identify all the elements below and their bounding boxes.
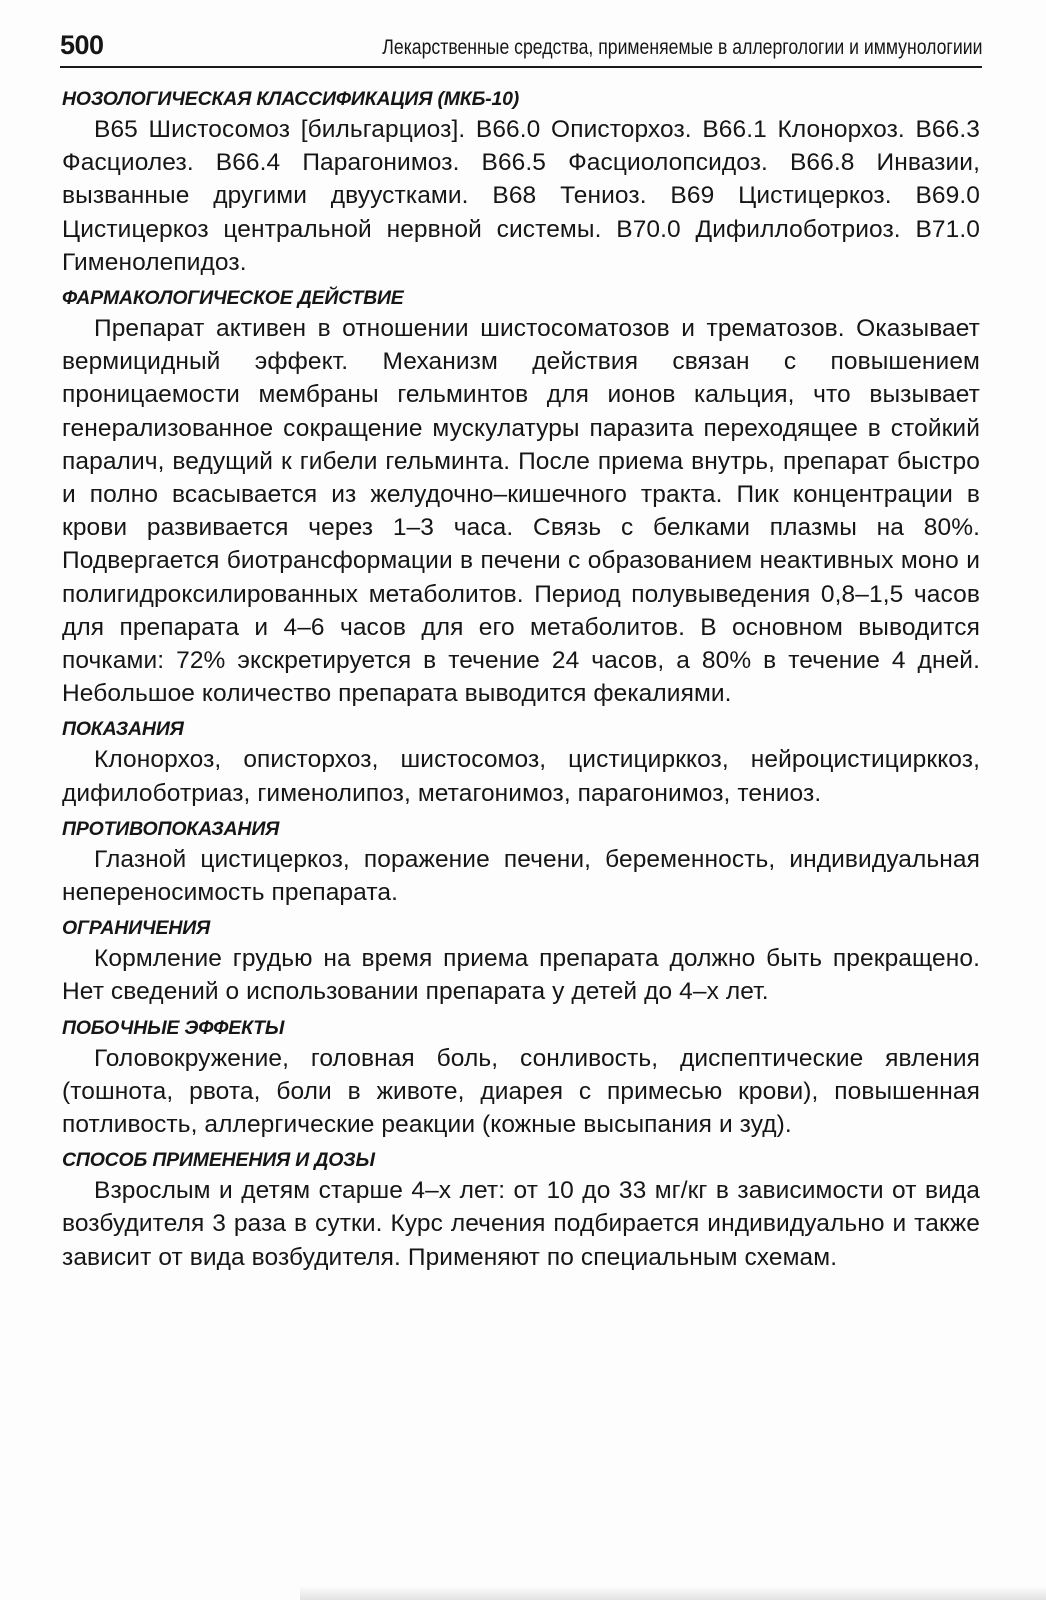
section-side-effects bbox=[62, 1015, 980, 1142]
scan-edge-shadow bbox=[300, 1586, 1046, 1600]
section-heading: СПОСОБ ПРИМЕНЕНИЯ И ДОЗЫ bbox=[62, 1149, 375, 1172]
section-heading: ПРОТИВОПОКАЗАНИЯ bbox=[62, 817, 280, 840]
section-heading: ОГРАНИЧЕНИЯ bbox=[62, 917, 211, 940]
section-text: В65 Шистосомоз [бильгарциоз]. В66.0 Описторхоз. В66.1 Клонорхоз. В66.3 Фасциолез. В66.4 Парагонимоз. В66.5 Фасциолопсидоз. В66.8 Инвазии, вызванные другими двуустками. В68 Тениоз. В69 Цистицеркоз. В69.0 Цистицеркоз центральной нервной системы. В70.0 Дифиллоботриоз. В71.0 Гименолепидоз. bbox=[62, 116, 980, 276]
section-text: Препарат активен в отношении шистосоматозов и трематозов. Оказывает вермицидный эффект. Механизм действия связан с повышением проницаемости мембраны гельминтов для ионов кальция, что вызывает генерализованное сокращение мускулатуры паразита переходящее в стойкий паралич, ведущий к гибели гельминта. После приема внутрь, препарат быстро и полно всасывается из желудочно–кишечного тракта. Пик концентрации в крови развивается через 1–3 часа. Связь с белками плазмы на 80%. Подвергается биотрансформации в печени с образованием неактивных моно и полигидроксилированных метаболитов. Период полувыведения 0,8–1,5 часов для препарата и 4–6 часов для его метаболитов. В основном выводится почками: 72% экскретируется в течение 24 часов, а 80% в течение 4 дней. Небольшое количество препарата выводится фекалиями. bbox=[62, 315, 980, 708]
section-dosage bbox=[62, 1147, 980, 1274]
section-text: Взрослым и детям старше 4–х лет: от 10 до 33 мг/кг в зависимости от вида возбудителя 3 раза в сутки. Курс лечения подбирается индивидуально и также зависит от вида возбудителя. Применяют по специальным схемам. bbox=[62, 1177, 980, 1271]
section-heading: НОЗОЛОГИЧЕСКАЯ КЛАССИФИКАЦИЯ (МКБ-10) bbox=[62, 88, 520, 110]
section-restrictions bbox=[62, 915, 980, 1008]
section-heading: ПОКАЗАНИЯ bbox=[62, 718, 184, 741]
section-text: Головокружение, головная боль, сонливость, диспептические явления (тошнота, рвота, боли в животе, диарея с примесью крови), повышенная потливость, аллергические реакции (кожные высыпания и зуд). bbox=[62, 1044, 980, 1139]
section-indications bbox=[62, 716, 980, 809]
section-heading: ПОБОЧНЫЕ ЭФФЕКТЫ bbox=[62, 1016, 285, 1039]
section-text: Кормление грудью на время приема препарата должно быть прекращено. Нет сведений о использовании препарата у детей до 4–х лет. bbox=[62, 945, 980, 1006]
page-header bbox=[60, 26, 982, 68]
section-text: Клонорхоз, описторхоз, шистосомоз, цистицирккоз, нейроцистицирккоз, дифилоботриаз, гименолипоз, метагонимоз, парагонимоз, тениоз. bbox=[62, 746, 980, 807]
article-body bbox=[62, 86, 980, 1280]
section-pharmacological-action bbox=[62, 285, 980, 710]
section-contraindications bbox=[62, 816, 980, 909]
section-text: Глазной цистицеркоз, поражение печени, беременность, индивидуальная непереносимость препарата. bbox=[62, 845, 980, 907]
section-nosological-classification bbox=[62, 86, 980, 279]
section-heading: ФАРМАКОЛОГИЧЕСКОЕ ДЕЙСТВИЕ bbox=[62, 287, 404, 310]
page-number: 500 bbox=[60, 30, 104, 60]
running-title: Лекарственные средства, применяемые в аллергологии и иммунологиии bbox=[381, 36, 982, 59]
